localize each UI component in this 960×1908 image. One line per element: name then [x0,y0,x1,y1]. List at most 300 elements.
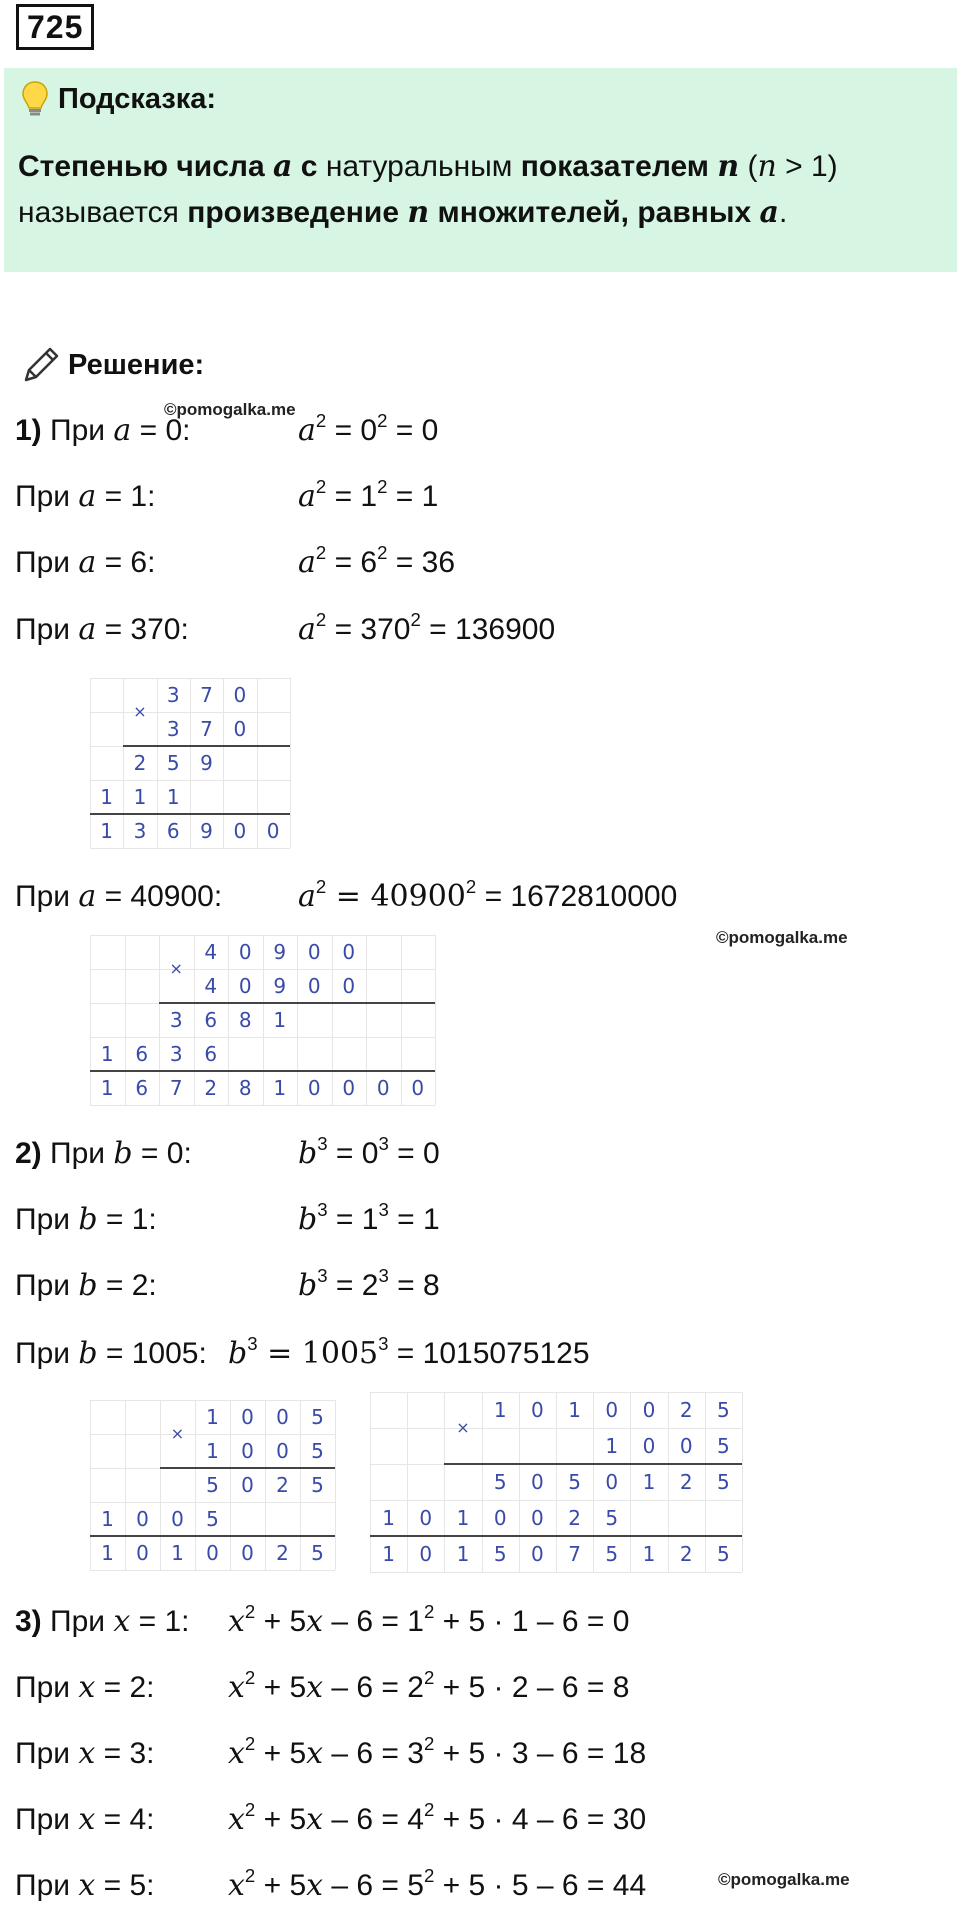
hint-definition [18,144,948,236]
expr-variable: a [298,879,316,914]
digit: 9 [273,940,287,964]
hint-word: ( [739,150,758,183]
digit: 0 [419,1506,433,1530]
expr-result: = 1672810000 [476,880,678,913]
digit: 5 [311,1541,324,1565]
hint-title-text: Подсказка: [58,82,217,115]
digit: 1 [273,1076,287,1100]
power-expression [298,1264,440,1303]
digit: 1 [456,1506,470,1530]
digit: 2 [568,1506,581,1530]
expr-variable: x [228,1736,245,1771]
digit: 9 [200,751,213,775]
digit: 1 [642,1470,656,1494]
expr-result: = 136900 [420,613,556,646]
exponent: 2 [410,608,421,630]
expr-variable: b [298,1136,318,1171]
expr-base: = 0 [326,414,378,447]
hint-line-1 [18,144,948,190]
condition-value: = 1005: [97,1337,207,1370]
condition-label [15,1802,154,1837]
digit: 0 [493,1506,507,1530]
digit: 0 [605,1470,619,1494]
exponent: 2 [423,1798,435,1820]
variable: x [78,1736,96,1771]
digit: 6 [204,1008,218,1032]
sum-line [444,1463,742,1465]
expr-variable: x [306,1868,324,1903]
digit: 0 [276,1439,289,1463]
expr-text: – 6 = 3 [323,1737,424,1770]
hint-title [22,80,216,118]
variable: b [113,1136,133,1171]
exponent: 2 [315,409,327,431]
condition-prefix: При [15,546,79,579]
condition-value: = 6: [96,546,156,579]
digit: 7 [568,1542,581,1566]
digit: 3 [166,683,180,707]
digit: 1 [382,1542,395,1566]
exponent: 2 [315,875,327,897]
expr-variable: x [306,1736,324,1771]
expr-text: + 5 [255,1869,307,1902]
condition-label [15,1736,154,1771]
digit: 5 [493,1542,507,1566]
power-expression [298,409,439,448]
hint-word: . [778,196,788,229]
digit: 5 [717,1398,730,1422]
condition-prefix: При [15,613,79,646]
hint-term: произведение [187,196,408,229]
condition-prefix: При [15,1737,79,1770]
expr-base: = 1 [327,1203,379,1236]
condition-prefix: При [15,1337,79,1370]
expr-text: + 5 [255,1803,307,1836]
expr-base: = 0 [327,1137,379,1170]
condition-label [15,1868,154,1903]
condition-prefix: При [15,1671,79,1704]
expr-variable: b [298,1202,318,1237]
digit: 1 [100,1076,114,1100]
sum-line [160,1467,335,1469]
exponent: 3 [378,1332,389,1354]
hint-var-n: n [757,149,777,184]
digit: 5 [166,751,180,775]
exponent: 2 [465,875,477,897]
digit: 5 [717,1470,730,1494]
variable: a [113,413,132,448]
variable: b [78,1268,98,1303]
condition-prefix: При [15,1269,79,1302]
digit: 8 [238,1008,252,1032]
exponent: 2 [244,1732,256,1754]
exponent: 3 [247,1332,258,1354]
expr-text: + 5 · 3 – 6 = 18 [434,1737,647,1770]
variable: a [78,545,97,580]
condition-label [15,1336,207,1371]
variable: a [78,479,97,514]
times-sign: × [170,1424,185,1443]
digit: 0 [642,1434,656,1458]
expr-text: + 5 [255,1671,307,1704]
power-expression [228,1666,630,1705]
digit: 2 [276,1541,289,1565]
digit: 0 [233,683,247,707]
digit: 0 [531,1506,544,1530]
digit: 1 [568,1398,581,1422]
solution-title [20,344,204,386]
condition-label [15,545,155,580]
expr-text: + 5 · 2 – 6 = 8 [434,1671,630,1704]
variable: x [113,1604,131,1639]
exponent: 3 [317,1264,328,1286]
digit: 3 [169,1042,183,1066]
digit: 0 [206,1541,219,1565]
variable: x [78,1802,96,1837]
digit: 1 [100,785,114,809]
hint-term: Степенью числа [18,150,273,183]
digit: 0 [241,1439,254,1463]
expr-text: + 5 [255,1605,307,1638]
condition-value: = 1: [130,1605,190,1638]
hint-var-a: a [759,195,779,230]
digit: 5 [605,1542,619,1566]
exponent: 3 [317,1198,328,1220]
grid-line [370,1572,742,1573]
digit: 6 [204,1042,218,1066]
digit: 0 [241,1541,254,1565]
digit: 1 [101,1541,114,1565]
watermark: ©pomogalka.me [718,1870,850,1889]
part-number: 3) [15,1605,42,1638]
exponent: 2 [377,409,388,431]
expr-variable: a [298,545,316,580]
sum-line [90,813,290,815]
digit: 7 [200,683,213,707]
expr-text: – 6 = 2 [323,1671,424,1704]
power-expression [228,1864,647,1903]
hint-var-n: n [407,195,430,230]
digit: 5 [605,1506,619,1530]
multiplication-grid-m370 [90,678,290,848]
digit: 4 [204,940,218,964]
digit: 0 [136,1541,149,1565]
condition-label [15,612,189,647]
condition-value: = 0: [132,1137,192,1170]
digit: 1 [206,1405,219,1429]
digit: 6 [135,1042,149,1066]
variable: a [78,879,97,914]
digit: 0 [136,1507,149,1531]
digit: 0 [266,819,280,843]
digit: 2 [679,1542,693,1566]
digit: 1 [100,1042,114,1066]
hint-word: с [292,150,318,183]
digit: 0 [531,1398,544,1422]
digit: 3 [169,1008,183,1032]
condition-prefix: При [50,414,114,447]
condition-value: = 2: [95,1671,155,1704]
digit: 1 [605,1434,619,1458]
condition-prefix: При [50,1137,114,1170]
digit: 1 [171,1541,184,1565]
digit: 2 [276,1473,289,1497]
digit: 0 [531,1542,544,1566]
variable: x [78,1868,96,1903]
times-sign: × [133,702,147,721]
expr-result: = 8 [388,1269,440,1302]
digit: 9 [200,819,213,843]
sum-line [90,1535,335,1537]
hint-var-a: a [273,149,293,184]
digit: 5 [206,1473,219,1497]
expr-text: + 5 · 5 – 6 = 44 [434,1869,647,1902]
expr-result: = 36 [387,546,456,579]
condition-prefix: При [15,1803,79,1836]
digit: 7 [169,1076,183,1100]
digit: 0 [307,1076,321,1100]
condition-value: = 1: [97,1203,157,1236]
condition-value: = 5: [95,1869,155,1902]
expr-text: + 5 · 4 – 6 = 30 [434,1803,647,1836]
expr-variable: x [228,1802,245,1837]
sum-line [159,1002,435,1004]
exponent: 2 [315,475,327,497]
grid-line [90,848,290,849]
expr-variable: x [228,1604,245,1639]
exponent: 2 [244,1798,256,1820]
exponent: 3 [378,1198,389,1220]
digit: 5 [311,1439,324,1463]
exponent: 3 [378,1264,389,1286]
digit: 2 [679,1470,693,1494]
exponent: 2 [423,1600,435,1622]
power-expression [228,1732,647,1771]
digit: 0 [233,717,247,741]
digit: 5 [717,1542,730,1566]
multiplication-grid-m1005a [90,1400,335,1570]
digit: 1 [100,819,114,843]
digit: 0 [238,940,252,964]
digit: 4 [204,974,218,998]
expr-variable: b [228,1336,248,1371]
variable: a [78,612,97,647]
condition-label [15,1604,190,1639]
solution-title-text: Решение: [68,348,205,381]
power-expression [228,1600,630,1639]
digit: 8 [238,1076,252,1100]
condition-value: = 370: [96,613,189,646]
hint-line-2 [18,190,948,236]
expr-variable: x [228,1868,245,1903]
digit: 0 [241,1473,254,1497]
sum-line [370,1535,742,1537]
digit: 0 [241,1405,254,1429]
watermark: ©pomogalka.me [164,400,296,419]
expr-result: = 1 [388,1203,440,1236]
sum-line [90,1070,435,1072]
digit: 0 [342,1076,356,1100]
hint-term: множителей, равных [429,196,760,229]
multiplication-grid-m1005b [370,1392,742,1572]
digit: 0 [411,1076,425,1100]
digit: 5 [311,1473,324,1497]
condition-prefix: При [50,1605,114,1638]
power-expression [298,1132,440,1171]
grid-line [290,678,291,848]
grid-line [90,1105,435,1106]
expr-variable: x [306,1802,324,1837]
digit: 0 [307,940,321,964]
part-number: 1) [15,414,42,447]
digit: 5 [568,1470,581,1494]
digit: 9 [273,974,287,998]
digit: 0 [342,974,356,998]
power-expression [298,608,556,647]
digit: 0 [171,1507,184,1531]
digit: 0 [342,940,356,964]
digit: 1 [273,1008,287,1032]
digit: 2 [204,1076,218,1100]
exponent: 2 [423,1732,435,1754]
digit: 7 [200,717,213,741]
digit: 0 [605,1398,619,1422]
exponent: 2 [244,1666,256,1688]
multiplication-grid-m40900 [90,935,435,1105]
digit: 1 [206,1439,219,1463]
condition-label [15,1136,192,1171]
digit: 6 [135,1076,149,1100]
digit: 0 [376,1076,390,1100]
digit: 0 [238,974,252,998]
digit: 3 [166,717,180,741]
digit: 5 [311,1405,324,1429]
expr-variable: b [298,1268,318,1303]
condition-prefix: При [15,1869,79,1902]
exponent: 2 [315,541,327,563]
exponent: 2 [423,1864,435,1886]
expr-variable: a [298,413,316,448]
digit: 1 [133,785,147,809]
digit: 5 [493,1470,507,1494]
grid-line [90,1570,335,1571]
exponent: 3 [317,1132,328,1154]
task-number: 725 [16,4,94,50]
condition-label [15,479,155,514]
condition-prefix: При [15,1203,79,1236]
digit: 1 [642,1542,656,1566]
part-number: 2) [15,1137,42,1170]
power-expression [228,1332,590,1371]
exponent: 3 [378,1132,389,1154]
digit: 0 [233,819,247,843]
expr-base: = 1 [326,480,378,513]
digit: 1 [382,1506,395,1530]
digit: 1 [101,1507,114,1531]
exponent: 2 [377,541,388,563]
power-expression [298,1198,440,1237]
variable: x [78,1670,96,1705]
condition-value: = 3: [95,1737,155,1770]
expr-text: – 6 = 1 [323,1605,424,1638]
expr-result: = 1015075125 [388,1337,590,1370]
digit: 0 [419,1542,433,1566]
expr-result: = 0 [387,414,439,447]
condition-label [15,879,222,914]
expr-text: – 6 = 4 [323,1803,424,1836]
digit: 1 [493,1398,507,1422]
power-expression [298,475,439,514]
condition-prefix: При [15,880,79,913]
expr-result: = 0 [388,1137,440,1170]
exponent: 2 [244,1600,256,1622]
expr-result: = 1 [387,480,439,513]
watermark: ©pomogalka.me [716,928,848,947]
expr-variable: x [306,1604,324,1639]
expr-base: = 370 [326,613,411,646]
condition-value: = 40900: [96,880,223,913]
expr-variable: x [228,1670,245,1705]
hint-box [4,68,957,272]
digit: 5 [206,1507,219,1531]
digit: 6 [166,819,180,843]
expr-text: – 6 = 5 [323,1869,424,1902]
digit: 0 [307,974,321,998]
expr-base: = 40900 [326,879,466,914]
expr-text: + 5 · 1 – 6 = 0 [434,1605,630,1638]
condition-prefix: При [15,480,79,513]
condition-label [15,413,190,448]
expr-variable: a [298,479,316,514]
power-expression [298,875,678,914]
exponent: 2 [423,1666,435,1688]
hint-word: > 1) [776,150,838,183]
sum-line [123,745,290,747]
pencil-icon [20,344,62,386]
condition-value: = 0: [131,414,191,447]
times-sign: × [169,959,183,978]
hint-word: называется [18,196,188,229]
digit: 1 [166,785,180,809]
hint-var-n: n [717,149,740,184]
digit: 5 [717,1434,730,1458]
variable: b [78,1202,98,1237]
power-expression [298,541,456,580]
expr-variable: a [298,612,316,647]
expr-text: + 5 [255,1737,307,1770]
power-expression [228,1798,647,1837]
digit: 2 [679,1398,693,1422]
grid-line [435,935,436,1105]
condition-value: = 1: [96,480,156,513]
exponent: 2 [244,1864,256,1886]
variable: b [78,1336,98,1371]
condition-label [15,1202,157,1237]
grid-line [335,1400,336,1570]
digit: 0 [276,1405,289,1429]
condition-value: = 4: [95,1803,155,1836]
digit: 0 [679,1434,693,1458]
digit: 2 [133,751,147,775]
lightbulb-icon [22,80,48,118]
times-sign: × [456,1418,470,1437]
condition-label [15,1670,154,1705]
exponent: 2 [315,608,327,630]
hint-word: натуральным [317,150,521,183]
condition-label [15,1268,157,1303]
digit: 3 [133,819,147,843]
grid-line [742,1392,743,1572]
